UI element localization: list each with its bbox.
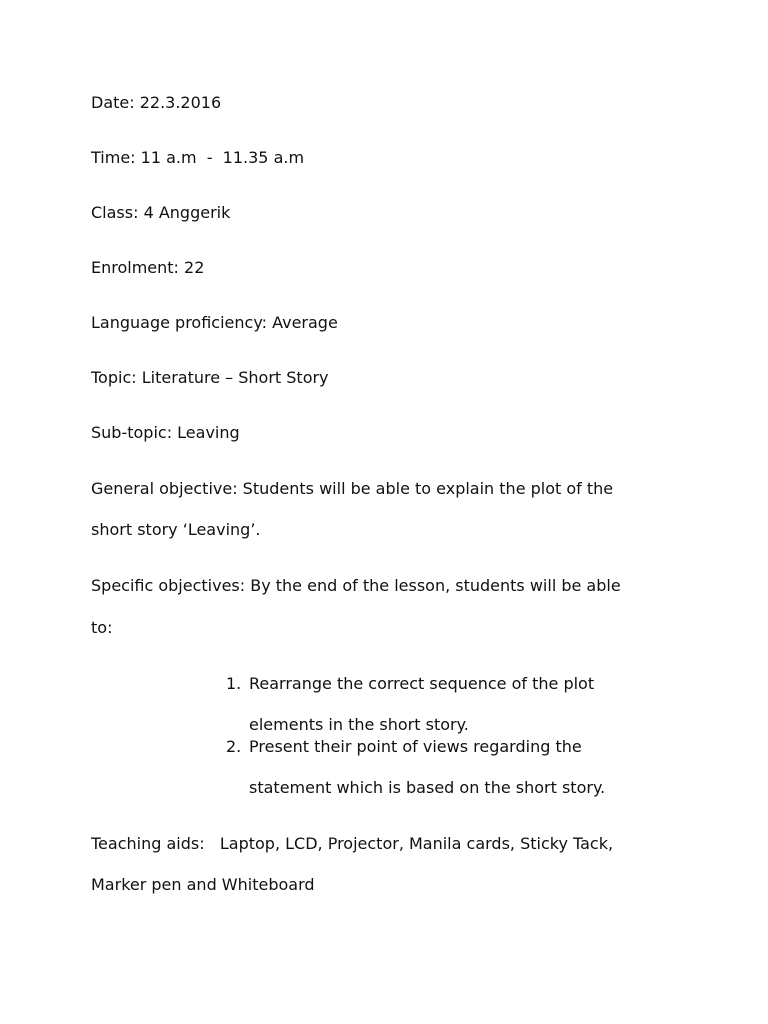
class-line: Class: 4 Anggerik bbox=[91, 203, 231, 222]
list-item-text-line-2: elements in the short story. bbox=[249, 715, 469, 734]
list-item-text-line-1: Rearrange the correct sequence of the plot bbox=[249, 674, 595, 693]
date-line: Date: 22.3.2016 bbox=[91, 93, 222, 112]
specific-objectives-line-1: Specific objectives: By the end of the lesson, students will be able bbox=[91, 576, 621, 595]
subtopic-line: Sub-topic: Leaving bbox=[91, 423, 240, 442]
specific-objectives-line-2: to: bbox=[91, 618, 113, 637]
teaching-aids-line-1: Teaching aids: Laptop, LCD, Projector, Manila cards, Sticky Tack, bbox=[91, 834, 614, 853]
language-proficiency-line: Language proficiency: Average bbox=[91, 313, 338, 332]
general-objective-line-2: short story ‘Leaving’. bbox=[91, 520, 261, 539]
list-item-text-line-1: Present their point of views regarding the bbox=[249, 737, 582, 756]
enrolment-line: Enrolment: 22 bbox=[91, 258, 205, 277]
list-item-number: 1. bbox=[226, 674, 242, 693]
general-objective-line-1: General objective: Students will be able to explain the plot of the bbox=[91, 479, 614, 498]
teaching-aids-line-2: Marker pen and Whiteboard bbox=[91, 875, 315, 894]
topic-line: Topic: Literature – Short Story bbox=[91, 368, 329, 387]
list-item-text-line-2: statement which is based on the short story. bbox=[249, 778, 606, 797]
list-item-number: 2. bbox=[226, 737, 242, 756]
time-line: Time: 11 a.m - 11.35 a.m bbox=[91, 148, 305, 167]
